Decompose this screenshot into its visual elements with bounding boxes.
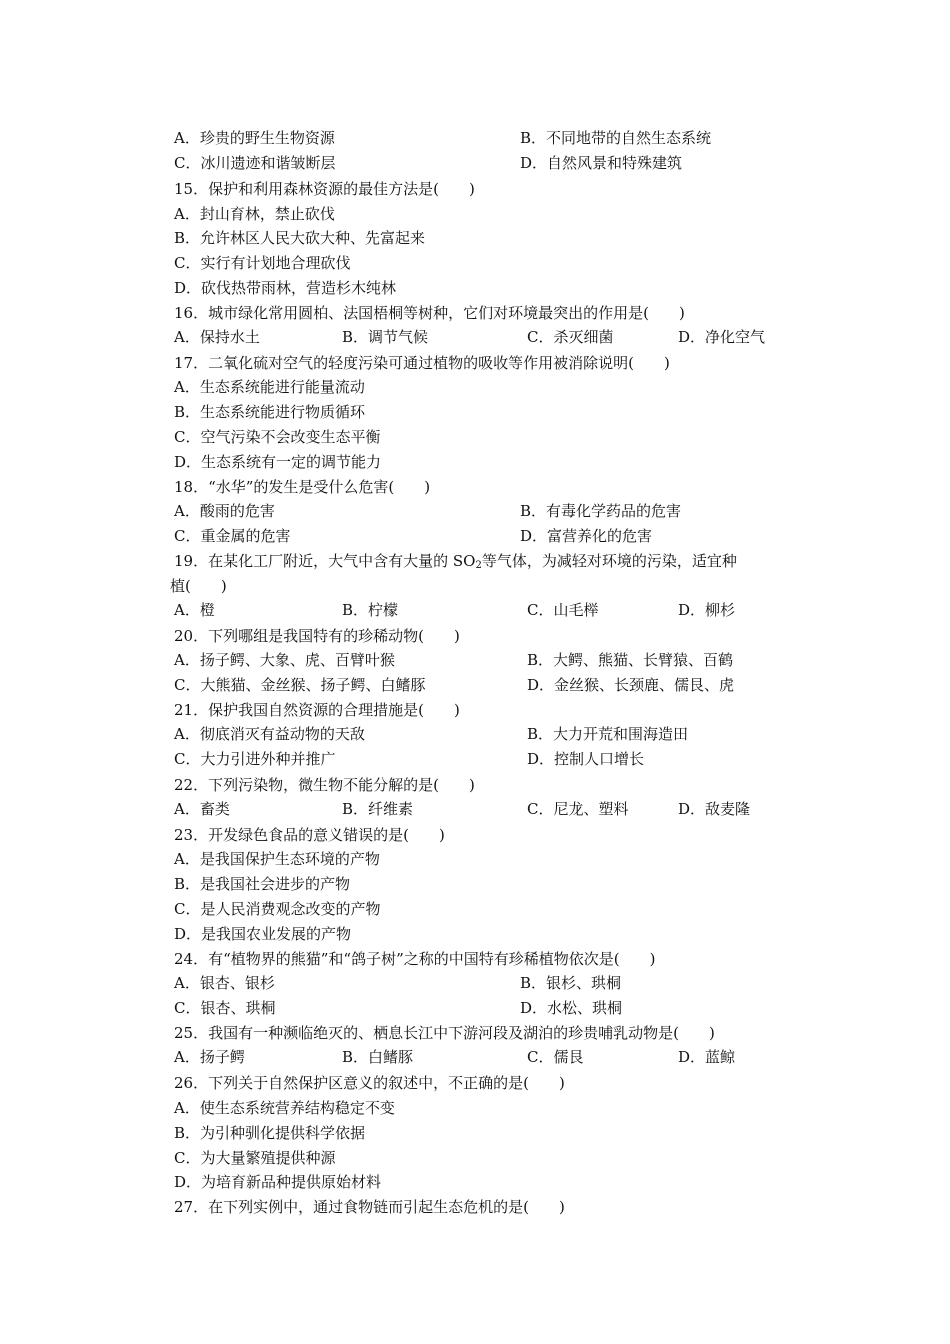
option-c: C．大力引进外种并推广 [174, 750, 336, 769]
option-a: A．封山育林，禁止砍伐 [174, 204, 335, 223]
option-c: C．空气污染不会改变生态平衡 [174, 428, 381, 447]
question-17-stem: 17．二氧化硫对空气的轻度污染可通过植物的吸收等作用被消除说明( ) [174, 353, 670, 372]
option-b: B．调节气候 [342, 327, 429, 346]
option-row [174, 723, 814, 748]
option-d: D．净化空气 [678, 327, 766, 346]
question-25-stem: 25．我国有一种濒临绝灭的、栖息长江中下游河段及湖泊的珍贵哺乳动物是( ) [174, 1024, 715, 1043]
option-row [174, 599, 814, 624]
option-c: C．儒艮 [527, 1048, 584, 1067]
question-16-stem: 16．城市绿化常用圆柏、法国梧桐等树种，它们对环境最突出的作用是( ) [174, 303, 685, 322]
question-24-stem: 24．有“植物界的熊猫”和“鸽子树”之称的中国特有珍稀植物依次是( ) [174, 949, 656, 968]
option-b: B．是我国社会进步的产物 [174, 875, 351, 894]
option-c: C．山毛榉 [527, 601, 599, 620]
option-d: D．为培育新品种提供原始材料 [174, 1173, 382, 1192]
option-d: D．富营养化的危害 [520, 526, 653, 545]
option-d: D．是我国农业发展的产物 [174, 925, 352, 943]
option-a: A．银杏、银杉 [174, 973, 275, 992]
option-a: A．酸雨的危害 [174, 501, 275, 520]
option-a: A．橙 [174, 601, 215, 620]
option-row [174, 525, 814, 550]
question-list [170, 127, 814, 1220]
option-b: B．纤维素 [342, 799, 414, 818]
option-b: B．为引种驯化提供科学依据 [174, 1123, 366, 1142]
option-row [174, 674, 814, 699]
question-18-stem: 18．“水华”的发生是受什么危害( ) [174, 477, 431, 496]
option-b: B．允许林区人民大砍大种、先富起来 [174, 229, 426, 248]
option-a: A．是我国保护生态环境的产物 [174, 850, 380, 869]
question-19-stem-continued: 植( ) [170, 577, 227, 596]
option-row [174, 798, 814, 823]
option-b: B．银杉、珙桐 [520, 973, 622, 992]
option-c: C．实行有计划地合理砍伐 [174, 254, 351, 273]
option-a: A．珍贵的野生生物资源 [174, 129, 335, 147]
option-a: A．生态系统能进行能量流动 [174, 378, 365, 397]
option-c: C．重金属的危害 [174, 526, 291, 545]
option-row [174, 127, 814, 152]
option-c: C．杀灭细菌 [527, 327, 614, 346]
question-23-stem: 23．开发绿色食品的意义错误的是( ) [174, 825, 445, 844]
option-a: A．畜类 [174, 799, 230, 818]
option-d: D．柳杉 [678, 601, 736, 620]
option-a: A．扬子鳄 [174, 1048, 245, 1067]
question-20-stem: 20．下列哪组是我国特有的珍稀动物( ) [174, 626, 460, 645]
option-c: C．尼龙、塑料 [527, 799, 629, 818]
option-d: D．砍伐热带雨林，营造杉木纯林 [174, 279, 397, 298]
option-row [174, 997, 814, 1022]
option-row [174, 152, 814, 177]
option-d: D．水松、珙桐 [520, 998, 623, 1017]
option-row [174, 649, 814, 674]
option-b: B．白鳍豚 [342, 1048, 414, 1067]
option-d: D．生态系统有一定的调节能力 [174, 452, 382, 471]
stem-part: 19．在某化工厂附近，大气中含有大量的 SO [174, 552, 476, 571]
option-b: B．柠檬 [342, 601, 399, 620]
option-row [174, 972, 814, 997]
question-19-stem [174, 549, 814, 574]
option-c: C．大熊猫、金丝猴、扬子鳄、白鳍豚 [174, 675, 426, 694]
option-c: C．银杏、珙桐 [174, 998, 276, 1017]
question-21-stem: 21．保护我国自然资源的合理措施是( ) [174, 701, 460, 720]
option-b: B．大力开荒和围海造田 [527, 725, 689, 744]
option-d: D．蓝鲸 [678, 1048, 736, 1067]
option-row [174, 326, 814, 351]
option-a: A．使生态系统营养结构稳定不变 [174, 1098, 395, 1117]
option-a: A．保持水土 [174, 327, 260, 346]
option-d: D．敌麦隆 [678, 799, 751, 818]
option-b: B．不同地带的自然生态系统 [520, 129, 712, 147]
option-b: B．大鳄、熊猫、长臂猿、百鹤 [527, 650, 734, 669]
option-d: D．金丝猴、长颈鹿、儒艮、虎 [527, 675, 735, 694]
option-a: A．扬子鳄、大象、虎、百臂叶猴 [174, 650, 395, 669]
option-row [174, 1046, 814, 1071]
option-c: C．冰川遗迹和谐皱断层 [174, 153, 336, 172]
option-c: C．为大量繁殖提供种源 [174, 1148, 336, 1167]
option-row [174, 500, 814, 525]
stem-part: 等气体，为减轻对环境的污染，适宜种 [481, 552, 737, 571]
subscript: 2 [475, 560, 482, 572]
option-b: B．生态系统能进行物质循环 [174, 403, 366, 422]
question-27-stem: 27．在下列实例中，通过食物链而引起生态危机的是( ) [174, 1198, 565, 1217]
option-c: C．是人民消费观念改变的产物 [174, 900, 381, 919]
option-d: D．控制人口增长 [527, 750, 645, 769]
option-b: B．有毒化学药品的危害 [520, 501, 682, 520]
question-15-stem: 15．保护和利用森林资源的最佳方法是( ) [174, 179, 475, 198]
option-d: D．自然风景和特殊建筑 [520, 153, 683, 172]
question-26-stem: 26．下列关于自然保护区意义的叙述中，不正确的是( ) [174, 1074, 565, 1093]
question-22-stem: 22．下列污染物，微生物不能分解的是( ) [174, 775, 475, 794]
option-row [174, 748, 814, 773]
option-a: A．彻底消灭有益动物的天敌 [174, 725, 365, 744]
